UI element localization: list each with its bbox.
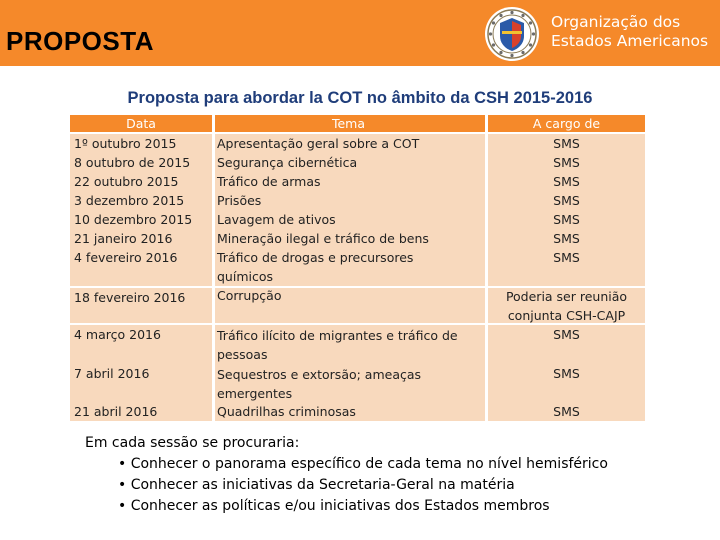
oas-seal-icon [484,6,540,62]
cell-cargo: SMS [553,174,580,189]
schedule-table [70,115,645,421]
cell-tema-continued: pessoas [217,347,268,362]
cell-cargo: SMS [553,366,580,381]
cell-cargo: SMS [553,327,580,342]
cell-date: 3 dezembro 2015 [74,193,185,208]
org-name [551,13,716,51]
cell-tema: Corrupção [217,288,282,303]
cell-tema: Tráfico de drogas e precursores [217,250,414,265]
cell-cargo: SMS [553,136,580,151]
org-name-line1: Organização dos [551,13,681,31]
cell-cargo: SMS [553,212,580,227]
cell-cargo: SMS [553,155,580,170]
cell-cargo-continued: conjunta CSH-CAJP [507,308,626,323]
cell-tema: Tráfico de armas [217,174,321,189]
notes-bullet: • Conhecer o panorama específico de cada tema no nível hemisférico [118,456,608,472]
cell-date: 4 março 2016 [74,327,161,342]
cell-tema: Segurança cibernética [217,155,358,170]
cell-cargo: SMS [553,404,580,419]
page-title: PROPOSTA [6,26,154,56]
notes-block [85,433,705,517]
column-header-data: Data [126,116,156,131]
cell-tema: Sequestros e extorsão; ameaças [217,367,422,382]
cell-date: 10 dezembro 2015 [74,212,193,227]
cell-cargo: SMS [553,231,580,246]
notes-bullet: • Conhecer as políticas e/ou iniciativas dos Estados membros [118,498,550,514]
cell-date: 8 outubro de 2015 [74,155,191,170]
cell-tema: Mineração ilegal e tráfico de bens [217,231,429,246]
cell-cargo: SMS [553,250,580,265]
cell-date: 4 fevereiro 2016 [74,250,178,265]
column-divider [212,115,215,421]
cell-tema: Prisões [217,193,262,208]
notes-bullet: • Conhecer as iniciativas da Secretaria-Geral na matéria [118,477,515,493]
cell-cargo: SMS [553,193,580,208]
cell-tema: Lavagem de ativos [217,212,336,227]
cell-date: 1º outubro 2015 [74,136,177,151]
cell-cargo: Poderia ser reunião [505,289,628,304]
slide-subtitle: Proposta para abordar la COT no âmbito da CSH 2015-2016 [127,89,593,107]
notes-intro: Em cada sessão se procuraria: [85,435,300,451]
cell-tema: Apresentação geral sobre a COT [217,136,420,151]
header-bar [0,0,720,66]
org-name-line2: Estados Americanos [551,32,709,50]
cell-tema: Quadrilhas criminosas [217,404,356,419]
cell-date: 18 fevereiro 2016 [74,290,186,305]
cell-date: 21 abril 2016 [74,404,158,419]
column-header-tema: Tema [331,116,366,131]
cell-tema: Tráfico ilícito de migrantes e tráfico de [217,328,458,343]
cell-tema-continued: químicos [217,269,274,284]
column-header-cargo: A cargo de [532,116,601,131]
cell-date: 7 abril 2016 [74,366,150,381]
cell-date: 21 janeiro 2016 [74,231,173,246]
cell-date: 22 outubro 2015 [74,174,179,189]
cell-tema-continued: emergentes [217,386,293,401]
